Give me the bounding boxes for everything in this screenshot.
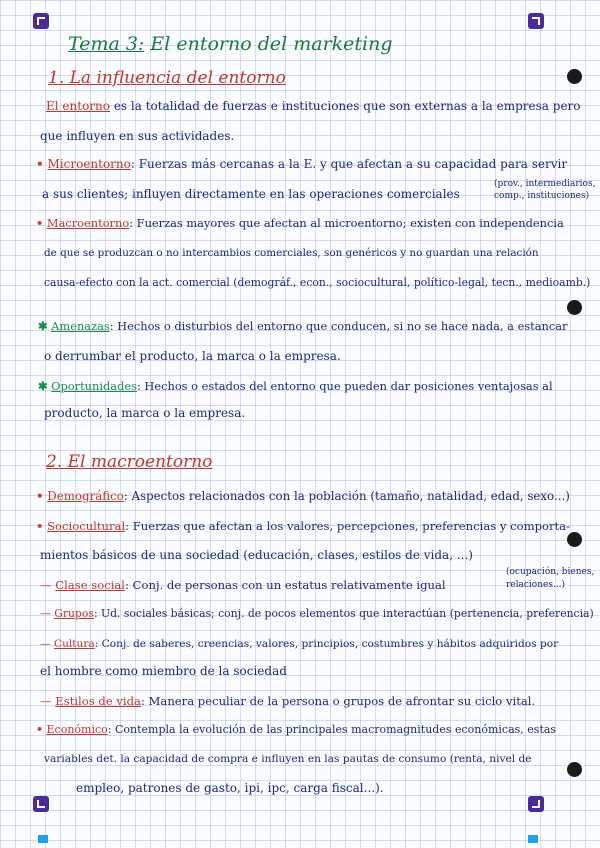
paragraph-line: producto, la marca o la empresa. <box>44 406 246 420</box>
paragraph-line: variables det. la capacidad de compra e influyen en las pautas de consumo (renta, nivel de <box>44 753 532 765</box>
punch-hole-icon <box>567 532 582 547</box>
sub-item: — Estilos de vida: Manera peculiar de la persona o grupos de afrontar su ciclo vital. <box>40 694 536 708</box>
page-title <box>68 33 393 55</box>
bullet-item: • Económico: Contempla la evolución de las principales macromagnitudes económicas, estas <box>36 723 557 736</box>
bullet-item: • Macroentorno: Fuerzas mayores que afectan al microentorno; existen con independencia <box>36 216 564 230</box>
corner-marker-icon <box>528 796 544 812</box>
side-note: (ocupación, bienes, <box>506 567 595 577</box>
punch-hole-icon <box>567 762 582 777</box>
paragraph-line: o derrumbar el producto, la marca o la empresa. <box>44 349 341 363</box>
section-heading: 2. El macroentorno <box>46 452 213 472</box>
bullet-item: • Sociocultural: Fuerzas que afectan a los valores, percepciones, preferencias y comporta- <box>36 519 571 533</box>
section-heading: 1. La influencia del entorno <box>48 68 286 88</box>
paragraph-line: El entorno es la totalidad de fuerzas e instituciones que son externas a la empresa pero <box>46 99 581 113</box>
edge-tick-icon <box>528 835 538 843</box>
corner-marker-icon <box>33 796 49 812</box>
side-note: comp., instituciones) <box>494 191 590 201</box>
bullet-item: • Demográfico: Aspectos relacionados con la población (tamaño, natalidad, edad, sexo...) <box>36 489 570 503</box>
bullet-item: ✱ Amenazas: Hechos o disturbios del entorno que conducen, si no se hace nada, a estancar <box>38 319 568 333</box>
side-note: (prov., intermediarios, <box>494 179 596 189</box>
sub-item: — Cultura: Conj. de saberes, creencias, valores, principios, costumbres y hábitos adquiridos por <box>40 638 559 650</box>
paragraph-line: de que se produzcan o no intercambios comerciales, son genéricos y no guardan una relación <box>44 247 539 259</box>
bullet-item: • Microentorno: Fuerzas más cercanas a la E. y que afectan a su capacidad para servir <box>36 157 568 171</box>
side-note: relaciones...) <box>506 580 566 590</box>
edge-tick-icon <box>38 835 48 843</box>
title-number: Tema 3: <box>68 33 145 55</box>
paragraph-line: causa-efecto con la act. comercial (demográf., econ., sociocultural, político-legal, tecn., medioamb.) <box>44 276 591 289</box>
bullet-item: ✱ Oportunidades: Hechos o estados del entorno que pueden dar posiciones ventajosas al <box>38 379 553 393</box>
title-text: El entorno del marketing <box>150 33 393 55</box>
paragraph-line: que influyen en sus actividades. <box>40 129 235 143</box>
corner-marker-icon <box>528 13 544 29</box>
paragraph-line: a sus clientes; influyen directamente en las operaciones comerciales <box>42 187 460 201</box>
paragraph-line: el hombre como miembro de la sociedad <box>40 664 287 678</box>
punch-hole-icon <box>567 300 582 315</box>
paragraph-line: empleo, patrones de gasto, ipi, ipc, carga fiscal...). <box>76 781 384 795</box>
paragraph-line: mientos básicos de una sociedad (educación, clases, estilos de vida, ...) <box>40 548 473 562</box>
punch-hole-icon <box>567 69 582 84</box>
sub-item: — Clase social: Conj. de personas con un estatus relativamente igual <box>40 578 446 592</box>
sub-item: — Grupos: Ud. sociales básicas; conj. de pocos elementos que interactúan (pertenencia, preferencia) <box>40 607 594 620</box>
corner-marker-icon <box>33 13 49 29</box>
